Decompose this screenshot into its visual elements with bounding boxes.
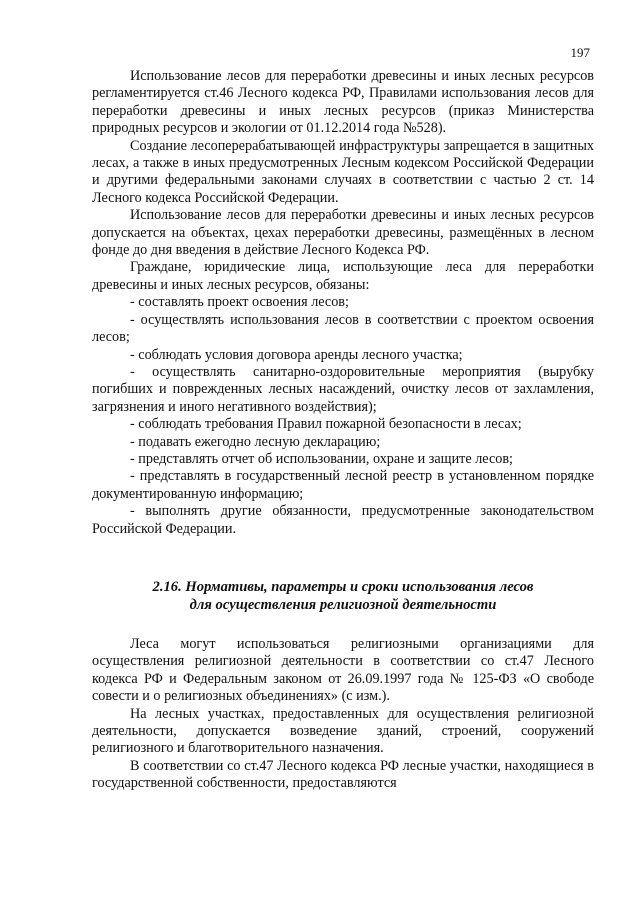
paragraph-infrastructure-prohibition: Создание лесоперерабатывающей инфраструктуры запрещается в защитных лесах, а также в иных предусмотренных Лесным кодексом Российской Федерации и другими федеральными законами случаях в соответствии с частью 2 ст. 14 Лесного кодекса Российской Федерации.: [92, 137, 594, 206]
list-item: - выполнять другие обязанности, предусмотренные законодательством Российской Федерации.: [92, 503, 594, 537]
section-heading-line-1: 2.16. Нормативы, параметры и сроки использования лесов: [152, 578, 534, 595]
paragraph-obligations-intro: Граждане, юридические лица, использующие леса для переработки древесины и иных лесных ресурсов, обязаны:: [92, 259, 594, 293]
paragraph-religious-use: Леса могут использоваться религиозными организациями для осуществления религиозной деятельности в соответствии со ст.47 Лесного кодекса РФ и Федеральным законом от 26.09.1997 года № 125-ФЗ «О свободе совести и о религиозных объединениях» (с изм.).: [92, 635, 594, 705]
list-item: - представлять в государственный лесной реестр в установленном порядке документированную информацию;: [92, 468, 594, 502]
list-item: - составлять проект освоения лесов;: [130, 294, 349, 311]
list-item: - подавать ежегодно лесную декларацию;: [130, 433, 381, 450]
paragraph-processing-allowed: Использование лесов для переработки древесины и иных лесных ресурсов допускается на объектах, цехах переработки древесины, размещённых в лесном фонде до дня введения в действие Лесного Кодекса РФ.: [92, 207, 594, 259]
page-number: 197: [570, 45, 590, 60]
page-content: [92, 68, 594, 793]
section-heading-line-2: для осуществления религиозной деятельности: [189, 596, 497, 613]
list-item: - соблюдать условия договора аренды лесного участка;: [130, 346, 463, 363]
list-item: - осуществлять использования лесов в соответствии с проектом освоения лесов;: [92, 311, 594, 346]
obligations-list: [92, 294, 594, 538]
section-heading: [92, 578, 594, 614]
list-item: - соблюдать требования Правил пожарной безопасности в лесах;: [130, 416, 522, 433]
heading-spacer: [92, 614, 594, 636]
list-item: - представлять отчет об использовании, охране и защите лесов;: [130, 450, 513, 467]
paragraph-forest-processing-regulation: Использование лесов для переработки древесины и иных лесных ресурсов регламентируется ст.46 Лесного кодекса РФ, Правилами использования лесов для переработки древесины и иных лесных ресурсов (приказ Министерства природных ресурсов и экологии от 01.12.2014 года №528).: [92, 68, 594, 137]
paragraph-state-plots: В соответствии со ст.47 Лесного кодекса РФ лесные участки, находящиеся в государственной собственности, предоставляются: [92, 757, 594, 792]
paragraph-religious-buildings: На лесных участках, предоставленных для осуществления религиозной деятельности, допускается возведение зданий, строений, сооружений религиозного и благотворительного назначения.: [92, 705, 594, 757]
section-spacer: [92, 538, 594, 550]
list-item: - осуществлять санитарно-оздоровительные мероприятия (вырубку погибших и поврежденных лесных насаждений, очистку лесов от захламления, загрязнения и иного негативного воздействия);: [92, 363, 594, 415]
